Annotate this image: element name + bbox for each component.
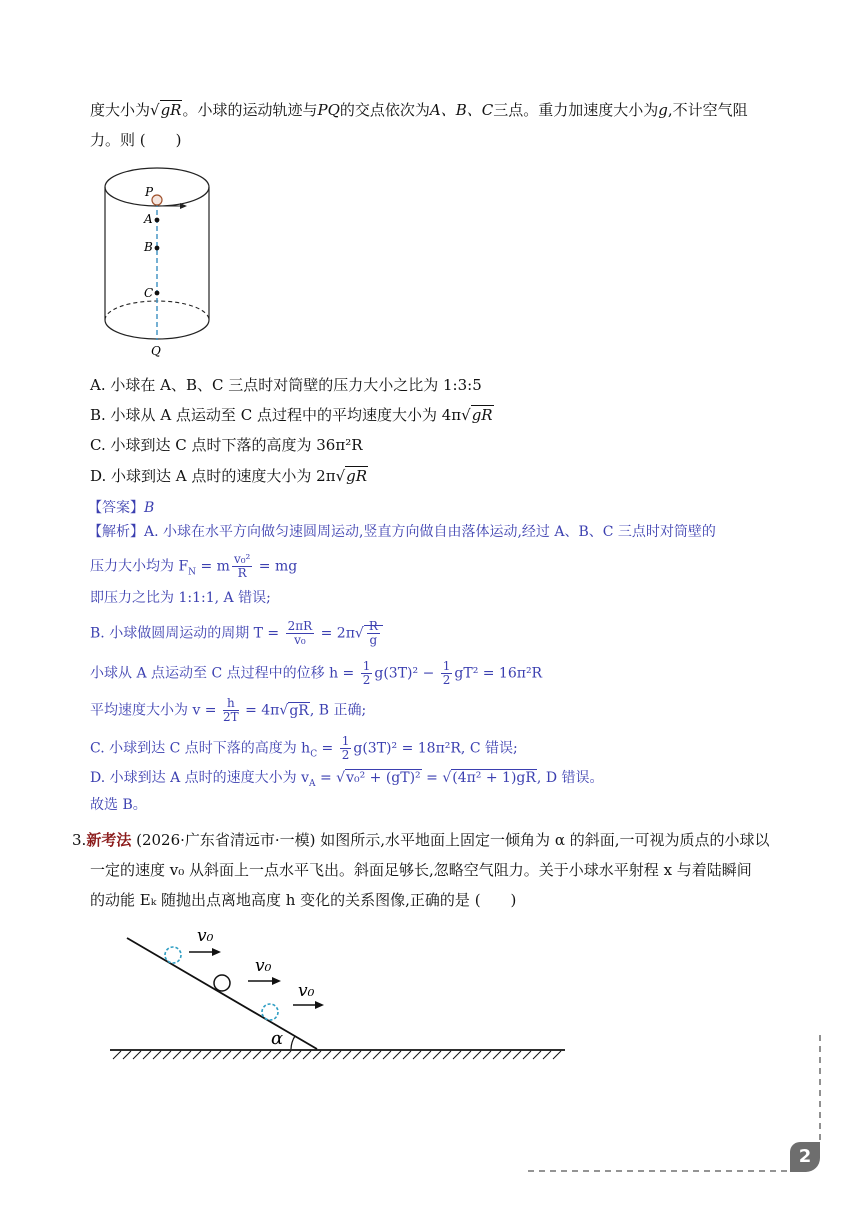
q3-line1: 3.新考法 (2026·广东省清远市·一模) 如图所示,水平地面上固定一倾角为 α 的斜面,一可视为质点的小球以 [72,831,770,849]
analysis-line-2: 压力大小均为 $F_N = m$ $\frac{\text{v₀²}}{R}$ = mg [90,552,298,580]
v0-label-1: v₀ [197,926,214,946]
analysis-line-1: 【解析】A. 小球在水平方向做匀速圆周运动,竖直方向做自由落体运动,经过 A、B、C 三点时对筒壁的 [88,524,716,540]
incline-figure [105,920,575,1060]
analysis-line-8: D. 小球到达 A 点时的速度大小为 $v_A = √v_0^2 + (gT)^2 = √(4\pi^2 + 1)gR$, D 错误。 [90,770,604,789]
analysis-line-4: B. 小球做圆周运动的周期 T = $\frac{2\pi R}{\text{v₀}}$ = 2π√ $\frac{R}{g}$ [90,620,383,647]
analysis-line-3: 即压力之比为 1:1:1, A 错误; [90,590,271,606]
answer-line: 【答案】B [88,500,155,516]
label-P: P [145,185,154,199]
option-c: C. 小球到达 C 点时下落的高度为 36π²R [90,436,363,454]
label-C: C [144,286,154,300]
label-A: A [144,212,153,226]
analysis-line-9: 故选 B。 [90,797,147,813]
angle-alpha: α [271,1028,284,1049]
page-number: 2 [790,1142,820,1172]
v0-label-3: v₀ [298,981,315,1001]
q3-line2: 一定的速度 v₀ 从斜面上一点水平飞出。斜面足够长,忽略空气阻力。关于小球水平射程 x 与着陆瞬间 [90,861,752,879]
page-corner-dashes [520,1030,830,1180]
q2-stem-line1: 度大小为√gR。小球的运动轨迹与PQ的交点依次为A、B、C三点。重力加速度大小为g,不计空气阻 [90,101,748,119]
analysis-line-6: 平均速度大小为 v = $\frac{h}{2T}$ = 4π√gR, B 正确; [90,696,367,724]
q2-stem-line2: 力。则 ( ) [90,131,182,149]
label-B: B [144,240,153,254]
option-a: A. 小球在 A、B、C 三点时对筒壁的压力大小之比为 1:3:5 [90,376,482,394]
label-Q: Q [151,344,161,358]
option-b: B. 小球从 A 点运动至 C 点过程中的平均速度大小为 4π√gR [90,406,493,424]
v0-label-2: v₀ [255,956,272,976]
q3-line3: 的动能 Eₖ 随抛出点离地高度 h 变化的关系图像,正确的是 ( ) [90,891,517,909]
option-d: D. 小球到达 A 点时的速度大小为 2π√gR [90,467,368,485]
analysis-line-5: 小球从 A 点运动至 C 点过程中的位移 h = $\frac{1}{2}$ g(3T)² − $\frac{1}{2}$ gT² = 16π²R [90,659,543,687]
analysis-line-7: C. 小球到达 C 点时下落的高度为 $h_C$ = $\frac{1}{2}$ g(3T)² = 18π²R, C 错误; [90,734,518,762]
cylinder-figure [95,160,225,365]
